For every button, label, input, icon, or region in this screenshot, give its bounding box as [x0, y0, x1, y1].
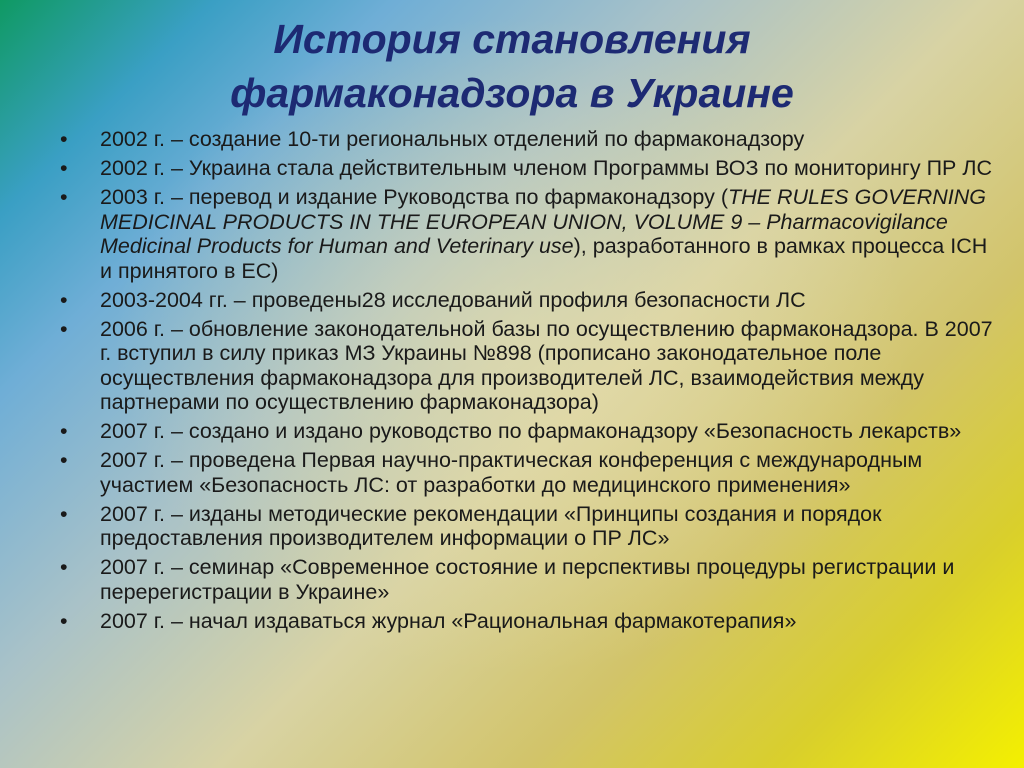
bullet-dot-icon: • [60, 555, 68, 579]
bullet-dot-icon: • [60, 501, 68, 526]
bullet-item [60, 127, 1000, 152]
bullet-dot-icon: • [60, 448, 68, 472]
bullet-text: 2006 г. – обновление законодательной базы по осуществлению фармаконадзора. В 2007 г. вступил в силу приказ МЗ Украины №898 (прописано законодательное поле осуществления фармаконадзора для производителей ЛС, взаимодействия между партнерами по осуществлению фармаконадзора) [100, 316, 993, 414]
bullet-item [60, 317, 1000, 415]
bullet-item [60, 156, 1000, 181]
bullet-dot-icon: • [60, 316, 68, 341]
bullet-text-italic-title: THE RULES GOVERNING MEDICINAL PRODUCTS IN THE EUROPEAN UNION, VOLUME 9 – Pharmacovigilance Medicinal Products for Human and Veterinary use [100, 185, 987, 258]
bullet-item [60, 185, 1000, 283]
bullet-text: 2002 г. – создание 10-ти региональных отделений по фармаконадзору [100, 127, 805, 151]
bullet-dot-icon: • [60, 185, 68, 209]
bullet-text: 2002 г. – Украина стала действительным членом Программы ВОЗ по мониторингу ПР ЛС [100, 156, 993, 180]
bullet-dot-icon: • [60, 608, 68, 633]
bullet-text: 2007 г. – семинар «Современное состояние и перспективы процедуры регистрации и перерегистрации в Украине» [100, 555, 955, 604]
bullet-item [60, 419, 1000, 444]
bullet-item [60, 288, 1000, 313]
history-bullet-list [60, 127, 1000, 638]
title-line-2: фармаконадзора в Украине [230, 70, 794, 116]
bullet-text-after: ), разработанного в рамках процесса ICH и принятого в ЕС) [100, 234, 988, 283]
bullet-item [60, 448, 1000, 497]
bullet-dot-icon: • [60, 156, 68, 180]
bullet-text: 2007 г. – начал издаваться журнал «Рациональная фармакотерапия» [100, 608, 797, 633]
bullet-text-before: 2003 г. – перевод и издание Руководства по фармаконадзору ( [100, 185, 728, 209]
bullet-dot-icon: • [60, 287, 68, 312]
title-line-1: История становления [273, 16, 751, 62]
bullet-item [60, 555, 1000, 604]
slide-title [0, 12, 1024, 120]
bullet-item [60, 502, 1000, 551]
bullet-text: 2007 г. – проведена Первая научно-практическая конференция с международным участием «Безопасность ЛС: от разработки до медицинского применения» [100, 448, 923, 497]
bullet-text: 2007 г. – создано и издано руководство по фармаконадзору «Безопасность лекарств» [100, 419, 962, 443]
bullet-item [60, 609, 1000, 634]
bullet-dot-icon: • [60, 127, 68, 151]
bullet-text: 2007 г. – изданы методические рекомендации «Принципы создания и порядок предоставления производителем информации о ПР ЛС» [100, 501, 882, 550]
bullet-text: 2003-2004 гг. – проведены28 исследований профиля безопасности ЛС [100, 287, 806, 312]
bullet-dot-icon: • [60, 419, 68, 443]
